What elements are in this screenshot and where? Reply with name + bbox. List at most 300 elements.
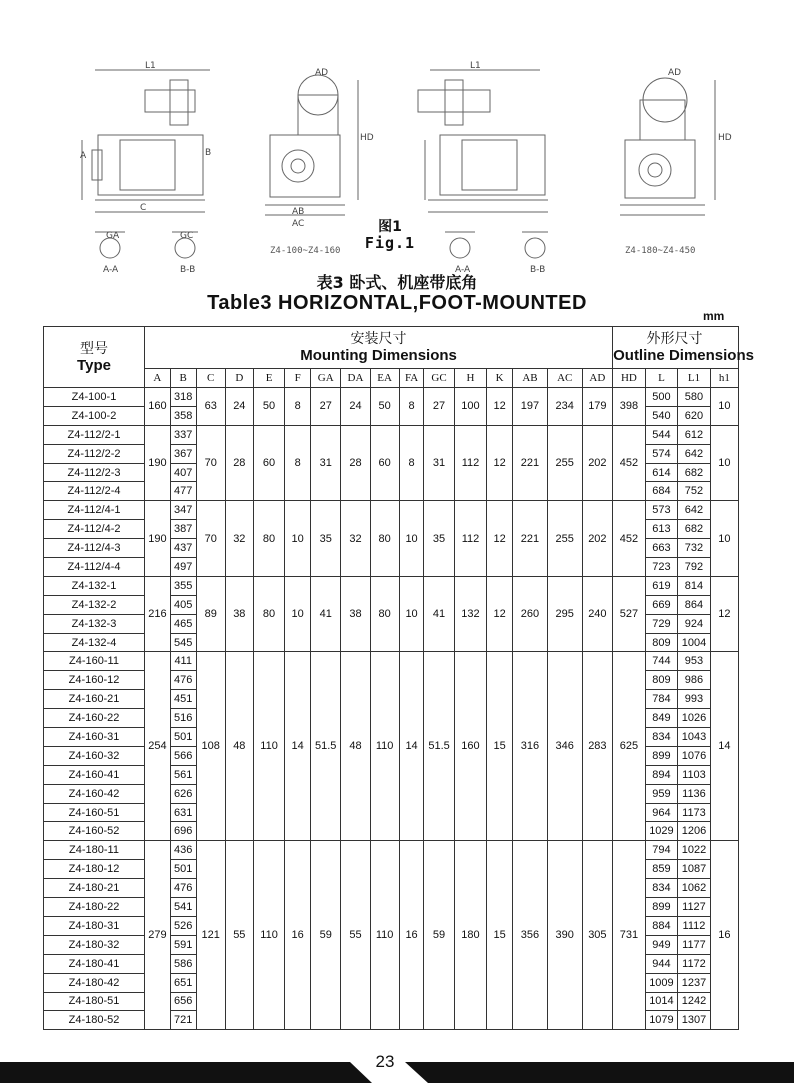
- cell-gc: 31: [424, 425, 454, 501]
- table-row: [44, 576, 739, 595]
- cell-l: 809: [645, 633, 678, 652]
- cell-h1: 10: [710, 388, 738, 426]
- cell-l: 949: [645, 935, 678, 954]
- model-cell: Z4-112/4-1: [44, 501, 145, 520]
- cell-l: 1009: [645, 973, 678, 992]
- cell-b: 626: [170, 784, 196, 803]
- cell-l: 500: [645, 388, 678, 407]
- cell-b: 591: [170, 935, 196, 954]
- cell-l1: 620: [678, 406, 711, 425]
- cell-l1: 1103: [678, 765, 711, 784]
- cell-l1: 1112: [678, 916, 711, 935]
- column-header: F: [285, 369, 311, 388]
- table-row: [44, 425, 739, 444]
- cell-fa: 16: [399, 841, 424, 1030]
- cell-h: 132: [454, 576, 487, 652]
- cell-l1: 986: [678, 671, 711, 690]
- cell-fa: 8: [399, 388, 424, 426]
- cell-b: 651: [170, 973, 196, 992]
- cell-l: 1029: [645, 822, 678, 841]
- cell-l: 744: [645, 652, 678, 671]
- cell-gc: 51.5: [424, 652, 454, 841]
- cell-f: 14: [285, 652, 311, 841]
- cell-l: 663: [645, 539, 678, 558]
- cell-f: 10: [285, 576, 311, 652]
- cell-b: 476: [170, 879, 196, 898]
- cell-da: 55: [341, 841, 370, 1030]
- cell-k: 15: [487, 841, 513, 1030]
- cell-l: 1014: [645, 992, 678, 1011]
- dim-ad: AD: [315, 68, 329, 78]
- cell-l1: 682: [678, 463, 711, 482]
- cell-l1: 814: [678, 576, 711, 595]
- cell-gc: 41: [424, 576, 454, 652]
- type-header-en: Type: [77, 356, 111, 374]
- model-cell: Z4-100-1: [44, 388, 145, 407]
- cell-ea: 50: [370, 388, 399, 426]
- cell-b: 561: [170, 765, 196, 784]
- cell-d: 55: [225, 841, 253, 1030]
- table-row: [44, 388, 739, 407]
- table-row: [44, 501, 739, 520]
- cell-ab: 221: [513, 501, 548, 577]
- cell-ab: 221: [513, 425, 548, 501]
- cell-k: 12: [487, 576, 513, 652]
- cell-k: 15: [487, 652, 513, 841]
- cell-da: 28: [341, 425, 370, 501]
- cell-l: 834: [645, 879, 678, 898]
- cell-l1: 993: [678, 690, 711, 709]
- cell-l1: 792: [678, 558, 711, 577]
- model-cell: Z4-180-32: [44, 935, 145, 954]
- cell-ac: 255: [547, 425, 582, 501]
- cell-l1: 642: [678, 444, 711, 463]
- table-row: [44, 652, 739, 671]
- cell-l: 899: [645, 898, 678, 917]
- cell-l: 794: [645, 841, 678, 860]
- cell-ga: 31: [311, 425, 341, 501]
- cell-ea: 110: [370, 652, 399, 841]
- model-cell: Z4-112/4-3: [44, 539, 145, 558]
- table-title-en: Table3 HORIZONTAL,FOOT-MOUNTED: [207, 292, 587, 314]
- column-header: FA: [399, 369, 424, 388]
- cell-l1: 752: [678, 482, 711, 501]
- model-cell: Z4-180-12: [44, 860, 145, 879]
- column-header: GA: [311, 369, 341, 388]
- column-header: E: [253, 369, 284, 388]
- model-cell: Z4-112/2-2: [44, 444, 145, 463]
- mounting-header-cn: 安装尺寸: [350, 331, 407, 347]
- cell-l1: 1062: [678, 879, 711, 898]
- cell-ad: 240: [582, 576, 612, 652]
- cell-f: 10: [285, 501, 311, 577]
- dim-l1: L1: [145, 61, 156, 71]
- cell-e: 110: [253, 841, 284, 1030]
- model-cell: Z4-180-42: [44, 973, 145, 992]
- cell-b: 566: [170, 746, 196, 765]
- column-header: AD: [582, 369, 612, 388]
- cell-c: 121: [196, 841, 225, 1030]
- model-cell: Z4-180-31: [44, 916, 145, 935]
- cell-b: 436: [170, 841, 196, 860]
- model-cell: Z4-132-1: [44, 576, 145, 595]
- cell-ea: 60: [370, 425, 399, 501]
- cell-l1: 1206: [678, 822, 711, 841]
- dim-l1-right: L1: [470, 61, 481, 71]
- cell-ac: 255: [547, 501, 582, 577]
- cell-b: 387: [170, 520, 196, 539]
- table-row: [44, 841, 739, 860]
- page-number: 23: [375, 1052, 395, 1071]
- cell-l1: 1004: [678, 633, 711, 652]
- cell-c: 63: [196, 388, 225, 426]
- cell-da: 32: [341, 501, 370, 577]
- cell-k: 12: [487, 388, 513, 426]
- cell-ea: 110: [370, 841, 399, 1030]
- cell-b: 526: [170, 916, 196, 935]
- cell-e: 80: [253, 576, 284, 652]
- cell-d: 28: [225, 425, 253, 501]
- cell-ea: 80: [370, 576, 399, 652]
- cell-ga: 35: [311, 501, 341, 577]
- cell-ga: 41: [311, 576, 341, 652]
- cell-l: 573: [645, 501, 678, 520]
- cell-ad: 283: [582, 652, 612, 841]
- cell-l1: 924: [678, 614, 711, 633]
- cell-k: 12: [487, 425, 513, 501]
- model-cell: Z4-180-21: [44, 879, 145, 898]
- outline-header: [613, 327, 754, 369]
- cell-ab: 356: [513, 841, 548, 1030]
- cell-d: 24: [225, 388, 253, 426]
- cell-l1: 1022: [678, 841, 711, 860]
- cell-l1: 612: [678, 425, 711, 444]
- cell-b: 696: [170, 822, 196, 841]
- cell-a: 190: [145, 501, 171, 577]
- cell-a: 160: [145, 388, 171, 426]
- cell-a: 279: [145, 841, 171, 1030]
- header-row-groups: [44, 327, 739, 369]
- column-header: C: [196, 369, 225, 388]
- cell-l1: 1237: [678, 973, 711, 992]
- cell-l: 784: [645, 690, 678, 709]
- cell-fa: 8: [399, 425, 424, 501]
- cell-l1: 864: [678, 595, 711, 614]
- cell-l: 884: [645, 916, 678, 935]
- cell-ab: 260: [513, 576, 548, 652]
- cell-l1: 1242: [678, 992, 711, 1011]
- cell-b: 477: [170, 482, 196, 501]
- mounting-header: [145, 327, 613, 369]
- cell-d: 38: [225, 576, 253, 652]
- model-cell: Z4-160-42: [44, 784, 145, 803]
- model-cell: Z4-112/4-2: [44, 520, 145, 539]
- dim-ad-right: AD: [668, 68, 682, 78]
- model-cell: Z4-160-51: [44, 803, 145, 822]
- cell-fa: 10: [399, 501, 424, 577]
- cell-ad: 179: [582, 388, 612, 426]
- cell-l: 723: [645, 558, 678, 577]
- cell-d: 32: [225, 501, 253, 577]
- cell-l: 729: [645, 614, 678, 633]
- cell-l: 959: [645, 784, 678, 803]
- cell-b: 476: [170, 671, 196, 690]
- cell-l: 899: [645, 746, 678, 765]
- caption-left: Z4-100~Z4-160: [270, 246, 341, 256]
- cell-l1: 1136: [678, 784, 711, 803]
- cell-h1: 12: [710, 576, 738, 652]
- type-header-cn: 型号: [80, 340, 108, 357]
- column-header: L: [645, 369, 678, 388]
- dimensions-table: [43, 326, 754, 1030]
- cell-b: 501: [170, 728, 196, 747]
- cell-b: 631: [170, 803, 196, 822]
- cell-l: 613: [645, 520, 678, 539]
- mounting-header-en: Mounting Dimensions: [300, 347, 457, 364]
- cell-gc: 27: [424, 388, 454, 426]
- model-cell: Z4-160-21: [44, 690, 145, 709]
- cell-l: 849: [645, 709, 678, 728]
- cell-l: 540: [645, 406, 678, 425]
- cell-l: 809: [645, 671, 678, 690]
- cell-ac: 234: [547, 388, 582, 426]
- dim-gc: GC: [180, 231, 194, 241]
- model-cell: Z4-112/4-4: [44, 558, 145, 577]
- cell-b: 497: [170, 558, 196, 577]
- cell-fa: 14: [399, 652, 424, 841]
- cell-b: 586: [170, 954, 196, 973]
- cell-hd: 398: [613, 388, 646, 426]
- cell-b: 355: [170, 576, 196, 595]
- cell-b: 347: [170, 501, 196, 520]
- cell-h1: 16: [710, 841, 738, 1030]
- cell-l1: 732: [678, 539, 711, 558]
- column-header: DA: [341, 369, 370, 388]
- model-cell: Z4-112/2-1: [44, 425, 145, 444]
- cell-ab: 197: [513, 388, 548, 426]
- model-cell: Z4-160-11: [44, 652, 145, 671]
- cell-da: 48: [341, 652, 370, 841]
- dim-b: B: [205, 148, 212, 158]
- model-cell: Z4-180-11: [44, 841, 145, 860]
- cell-b: 318: [170, 388, 196, 407]
- model-cell: Z4-112/2-3: [44, 463, 145, 482]
- cell-l1: 953: [678, 652, 711, 671]
- cell-b: 337: [170, 425, 196, 444]
- cell-l: 894: [645, 765, 678, 784]
- cell-b: 411: [170, 652, 196, 671]
- cell-c: 70: [196, 501, 225, 577]
- cell-a: 254: [145, 652, 171, 841]
- cell-l1: 1172: [678, 954, 711, 973]
- unit-label: mm: [703, 309, 725, 323]
- figure-label-cn: 图1: [378, 219, 402, 235]
- header-row-columns: [44, 369, 739, 388]
- cell-ga: 59: [311, 841, 341, 1030]
- cell-b: 465: [170, 614, 196, 633]
- cell-hd: 625: [613, 652, 646, 841]
- cell-c: 70: [196, 425, 225, 501]
- cell-hd: 527: [613, 576, 646, 652]
- cell-l: 544: [645, 425, 678, 444]
- front-view-left: [265, 75, 358, 215]
- cell-l1: 1076: [678, 746, 711, 765]
- cell-l1: 682: [678, 520, 711, 539]
- cell-l: 859: [645, 860, 678, 879]
- model-cell: Z4-112/2-4: [44, 482, 145, 501]
- cell-da: 38: [341, 576, 370, 652]
- column-header: GC: [424, 369, 454, 388]
- cell-f: 8: [285, 425, 311, 501]
- model-cell: Z4-160-41: [44, 765, 145, 784]
- dim-c: C: [140, 203, 147, 213]
- column-header: EA: [370, 369, 399, 388]
- cell-b: 367: [170, 444, 196, 463]
- front-view-right: [620, 78, 715, 215]
- cell-l: 834: [645, 728, 678, 747]
- dim-a: A: [80, 151, 87, 161]
- side-view-right: [418, 70, 548, 212]
- cell-da: 24: [341, 388, 370, 426]
- caption-right: Z4-180~Z4-450: [625, 246, 696, 256]
- cell-h: 112: [454, 425, 487, 501]
- table-title-cn: 表3 卧式、机座带底角: [316, 273, 478, 292]
- cell-l: 684: [645, 482, 678, 501]
- cell-e: 60: [253, 425, 284, 501]
- dim-hd-right: HD: [718, 133, 732, 143]
- cell-ad: 202: [582, 425, 612, 501]
- cell-b: 545: [170, 633, 196, 652]
- model-cell: Z4-180-22: [44, 898, 145, 917]
- cell-l: 964: [645, 803, 678, 822]
- cell-e: 80: [253, 501, 284, 577]
- cell-ga: 51.5: [311, 652, 341, 841]
- column-header: A: [145, 369, 171, 388]
- cell-f: 16: [285, 841, 311, 1030]
- cell-l1: 1127: [678, 898, 711, 917]
- cell-k: 12: [487, 501, 513, 577]
- label-bb-right: B-B: [530, 265, 546, 275]
- cell-l1: 1307: [678, 1011, 711, 1030]
- cell-l1: 1043: [678, 728, 711, 747]
- cell-l1: 1177: [678, 935, 711, 954]
- cell-hd: 452: [613, 425, 646, 501]
- cell-b: 516: [170, 709, 196, 728]
- cell-ac: 295: [547, 576, 582, 652]
- cell-l: 614: [645, 463, 678, 482]
- cell-d: 48: [225, 652, 253, 841]
- model-cell: Z4-132-2: [44, 595, 145, 614]
- shaft-section-bb-right: [522, 232, 548, 258]
- label-bb-left: B-B: [180, 265, 196, 275]
- cell-ga: 27: [311, 388, 341, 426]
- type-header: [44, 327, 145, 388]
- column-header: H: [454, 369, 487, 388]
- cell-h1: 10: [710, 501, 738, 577]
- cell-b: 501: [170, 860, 196, 879]
- cell-b: 541: [170, 898, 196, 917]
- cell-b: 358: [170, 406, 196, 425]
- cell-h: 112: [454, 501, 487, 577]
- dim-hd: HD: [360, 133, 374, 143]
- column-header: HD: [613, 369, 646, 388]
- cell-c: 89: [196, 576, 225, 652]
- column-header: B: [170, 369, 196, 388]
- model-cell: Z4-160-52: [44, 822, 145, 841]
- cell-ea: 80: [370, 501, 399, 577]
- label-aa-left: A-A: [103, 265, 119, 275]
- model-cell: Z4-132-4: [44, 633, 145, 652]
- label-aa-right: A-A: [455, 265, 471, 275]
- cell-l: 619: [645, 576, 678, 595]
- cell-hd: 452: [613, 501, 646, 577]
- cell-l: 944: [645, 954, 678, 973]
- cell-a: 216: [145, 576, 171, 652]
- model-cell: Z4-160-12: [44, 671, 145, 690]
- cell-l1: 642: [678, 501, 711, 520]
- cell-l1: 1087: [678, 860, 711, 879]
- column-header: h1: [710, 369, 738, 388]
- cell-l: 1079: [645, 1011, 678, 1030]
- cell-h: 180: [454, 841, 487, 1030]
- cell-a: 190: [145, 425, 171, 501]
- cell-b: 656: [170, 992, 196, 1011]
- cell-e: 110: [253, 652, 284, 841]
- model-cell: Z4-180-51: [44, 992, 145, 1011]
- dim-ac: AC: [292, 219, 305, 229]
- cell-gc: 59: [424, 841, 454, 1030]
- side-view-left: [82, 70, 210, 212]
- figure-label-en: Fig.1: [364, 234, 416, 252]
- model-cell: Z4-160-22: [44, 709, 145, 728]
- model-cell: Z4-132-3: [44, 614, 145, 633]
- cell-f: 8: [285, 388, 311, 426]
- cell-ad: 202: [582, 501, 612, 577]
- cell-l: 669: [645, 595, 678, 614]
- cell-l1: 580: [678, 388, 711, 407]
- outline-header-cn: 外形尺寸: [646, 331, 703, 347]
- dim-ab: AB: [292, 207, 305, 217]
- column-header: K: [487, 369, 513, 388]
- cell-h: 100: [454, 388, 487, 426]
- column-header: D: [225, 369, 253, 388]
- cell-b: 405: [170, 595, 196, 614]
- model-cell: Z4-180-41: [44, 954, 145, 973]
- model-cell: Z4-100-2: [44, 406, 145, 425]
- cell-l1: 1173: [678, 803, 711, 822]
- cell-e: 50: [253, 388, 284, 426]
- cell-b: 721: [170, 1011, 196, 1030]
- cell-h1: 14: [710, 652, 738, 841]
- model-cell: Z4-180-52: [44, 1011, 145, 1030]
- column-header: L1: [678, 369, 711, 388]
- outline-header-en: Outline Dimensions: [613, 347, 754, 364]
- cell-h1: 10: [710, 425, 738, 501]
- cell-b: 437: [170, 539, 196, 558]
- cell-l: 574: [645, 444, 678, 463]
- cell-ab: 316: [513, 652, 548, 841]
- cell-hd: 731: [613, 841, 646, 1030]
- cell-ac: 346: [547, 652, 582, 841]
- cell-h: 160: [454, 652, 487, 841]
- column-header: AB: [513, 369, 548, 388]
- cell-b: 407: [170, 463, 196, 482]
- cell-fa: 10: [399, 576, 424, 652]
- dim-ga: GA: [106, 231, 120, 241]
- cell-l1: 1026: [678, 709, 711, 728]
- model-cell: Z4-160-32: [44, 746, 145, 765]
- cell-c: 108: [196, 652, 225, 841]
